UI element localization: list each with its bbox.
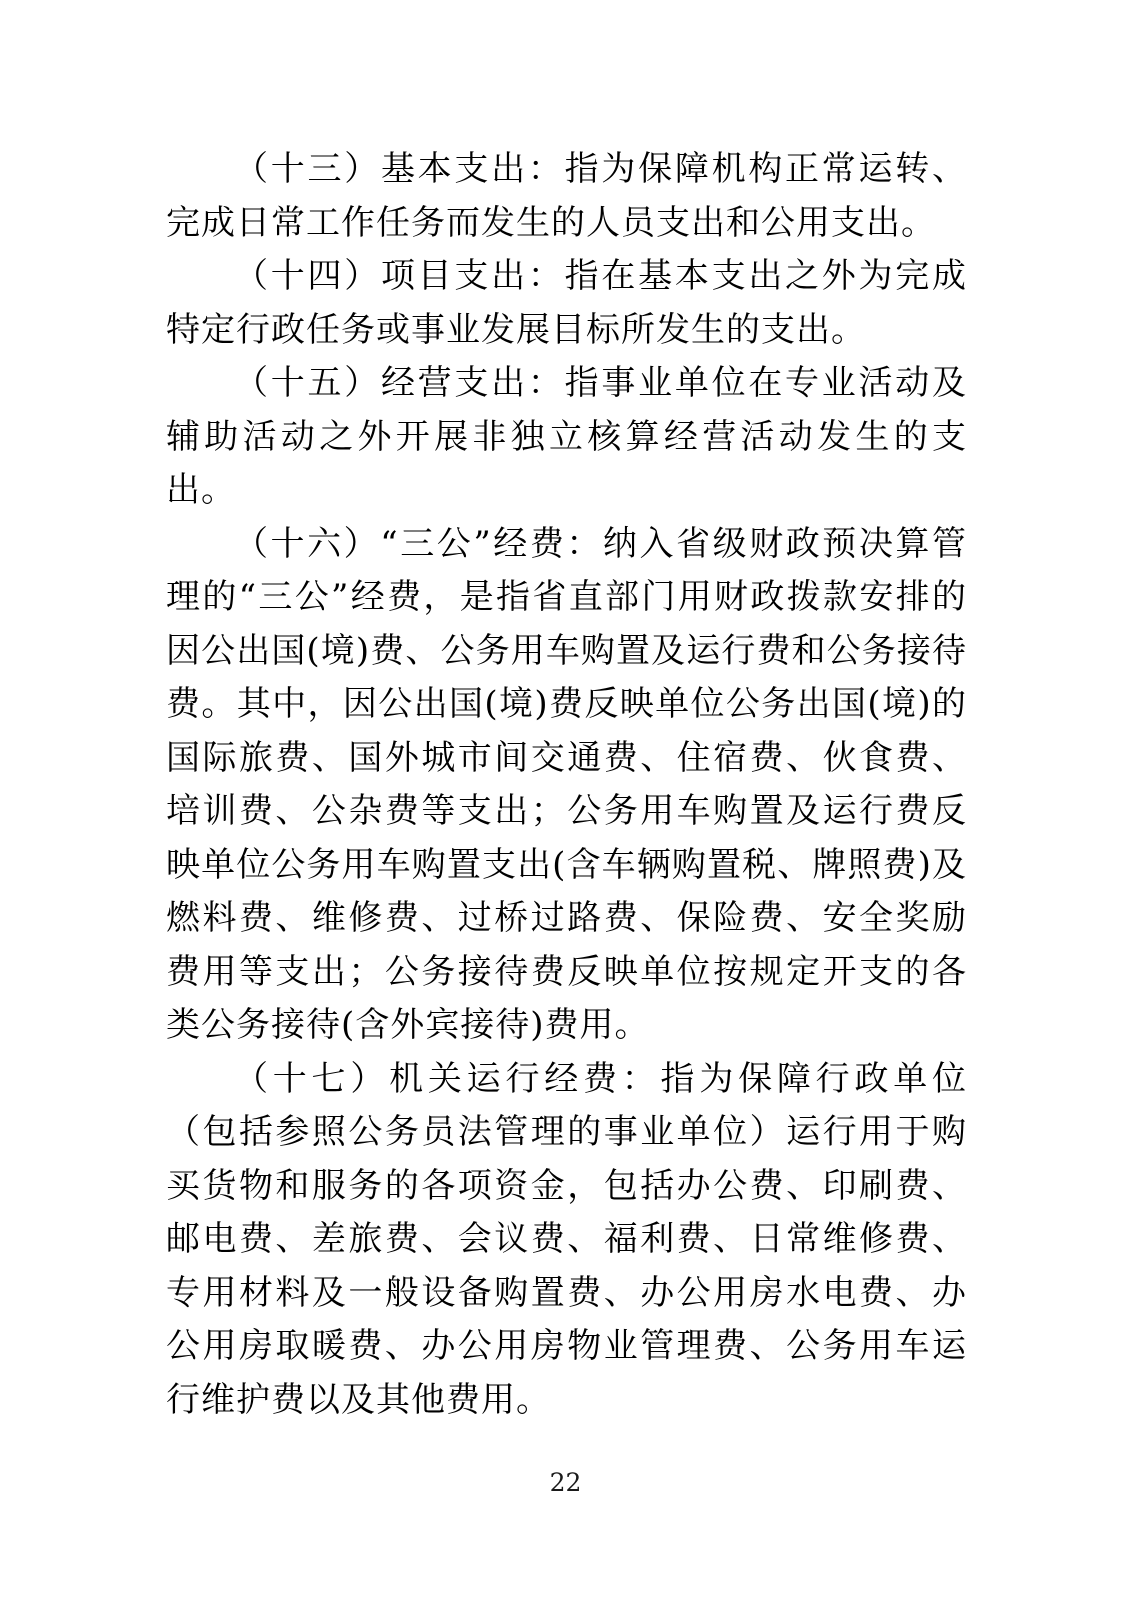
paragraph-item-17: （十七）机关运行经费：指为保障行政单位（包括参照公务员法管理的事业单位）运行用于购买货物和服务的各项资金，包括办公费、印刷费、邮电费、差旅费、会议费、福利费、日常维修费、专用材料及一般设备购置费、办公用房水电费、办公用房取暖费、办公用房物业管理费、公务用车运行维护费以及其他费用。 <box>166 1058 967 1420</box>
paragraph-item-15: （十五）经营支出：指事业单位在专业活动及辅助活动之外开展非独立核算经营活动发生的支出。 <box>166 363 967 510</box>
paragraph-item-16: （十六）“三公”经费：纳入省级财政预决算管理的“三公”经费，是指省直部门用财政拨款安排的因公出国(境)费、公务用车购置及运行费和公务接待费。其中，因公出国(境)费反映单位公务出国(境)的国际旅费、国外城市间交通费、住宿费、伙食费、培训费、公杂费等支出；公务用车购置及运行费反映单位公务用车购置支出(含车辆购置税、牌照费)及燃料费、维修费、过桥过路费、保险费、安全奖励费用等支出；公务接待费反映单位按规定开支的各类公务接待(含外宾接待)费用。 <box>166 523 967 1045</box>
page-footer <box>0 1468 1131 1497</box>
page-number: 22 <box>549 1468 582 1497</box>
paragraph-item-14: （十四）项目支出：指在基本支出之外为完成特定行政任务或事业发展目标所发生的支出。 <box>166 256 967 350</box>
text-block <box>166 143 967 1427</box>
paragraph-item-13: （十三）基本支出：指为保障机构正常运转、完成日常工作任务而发生的人员支出和公用支出。 <box>166 149 967 243</box>
